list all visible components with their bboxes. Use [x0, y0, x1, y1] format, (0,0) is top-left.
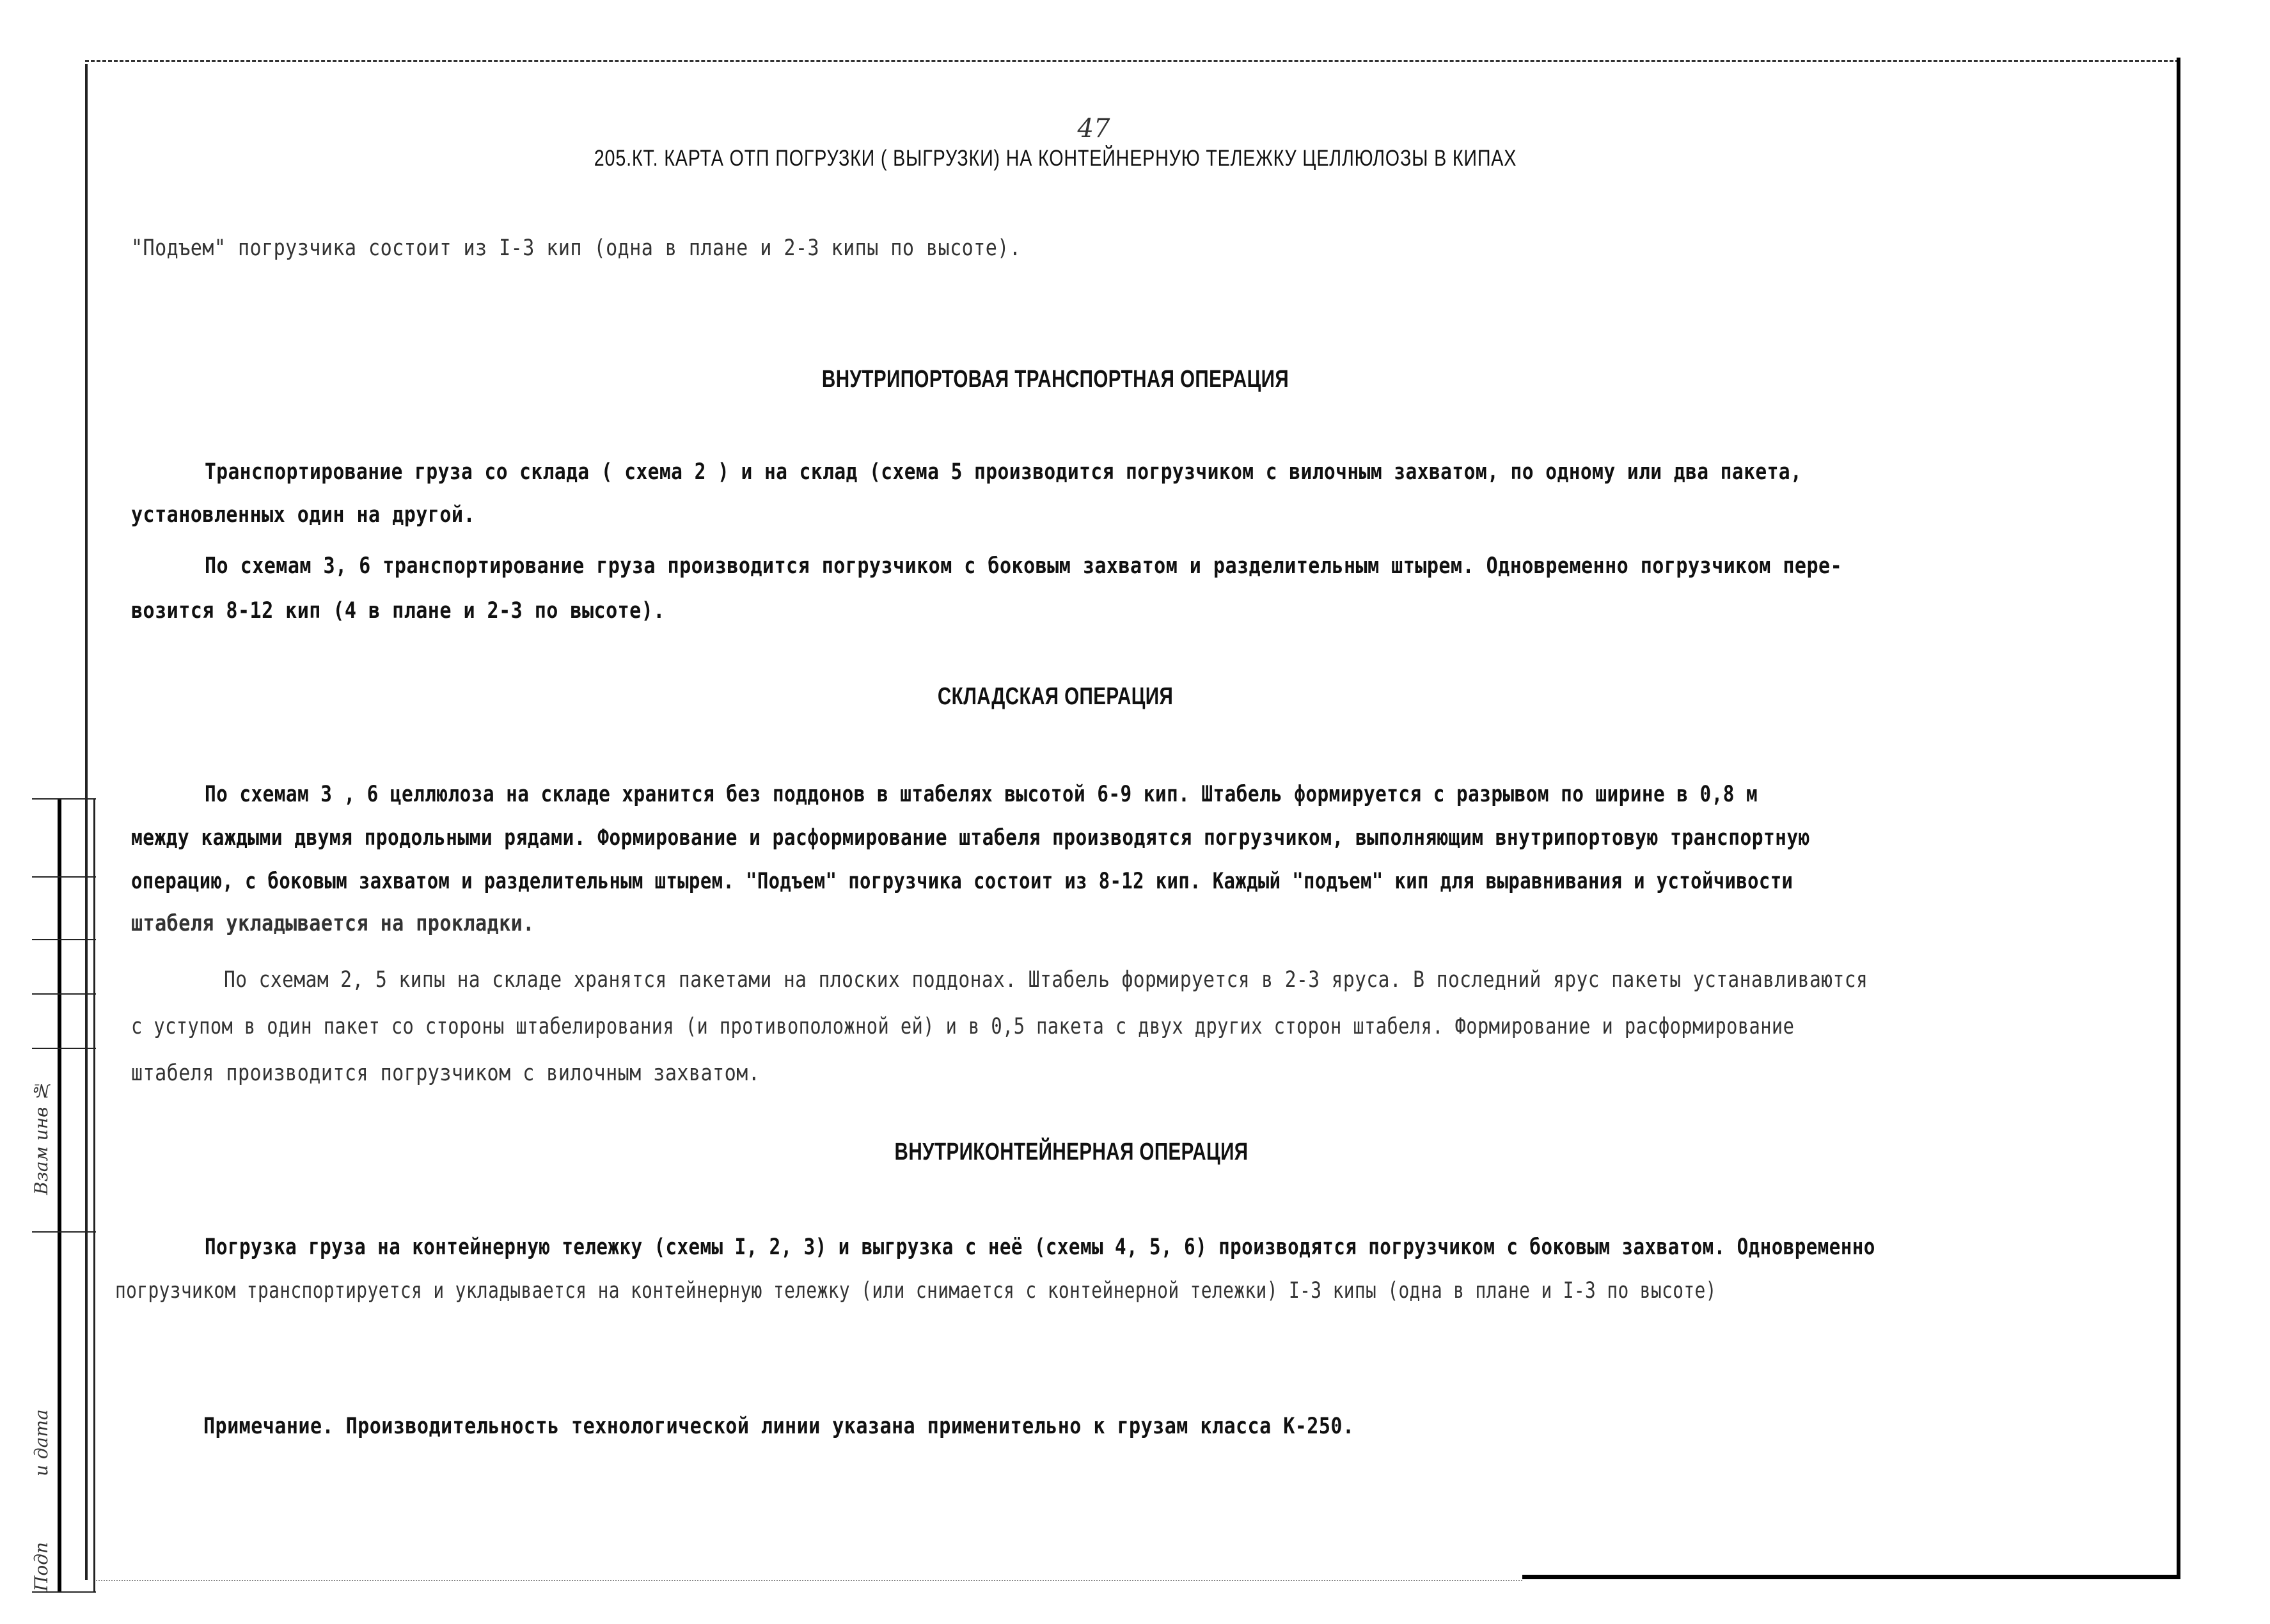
intro-line: "Подъем" погрузчика состоит из I-3 кип (одна в плане и 2-3 кипы по высоте).	[131, 235, 1021, 261]
stamp-divider	[58, 798, 61, 1591]
page-frame-right	[2177, 58, 2180, 1577]
footnote: Примечание. Производительность технологической линии указана применительно к грузам класса К-250.	[203, 1414, 1355, 1439]
margin-stamp	[26, 798, 96, 1591]
stamp-row-line	[32, 1591, 96, 1593]
paragraph-line: операцию, с боковым захватом и разделительным штырем. "Подъем" погрузчика состоит из 8-12 кип. Каждый "подъем" кип для выравнивания и устойчивости	[131, 869, 1793, 894]
paragraph-line: Погрузка груза на контейнерную тележку (схемы I, 2, 3) и выгрузка с неё (схемы 4, 5, 6) производятся погрузчиком с боковым захватом. Одновременно	[205, 1234, 1875, 1260]
paragraph-line: между каждыми двумя продольными рядами. Формирование и расформирование штабеля производятся погрузчиком, выполняющим внутрипортовую транспортную	[131, 825, 1810, 851]
document-title: 205.КТ. КАРТА ОТП ПОГРУЗКИ ( ВЫГРУЗКИ) НА КОНТЕЙНЕРНУЮ ТЕЛЕЖКУ ЦЕЛЛЮЛОЗЫ В КИПАХ	[594, 146, 1517, 171]
paragraph-line: Транспортирование груза со склада ( схема 2 ) и на склад (схема 5 производится погрузчиком с вилочным захватом, по одному или два пакета,	[205, 459, 1802, 485]
stamp-handwriting: Подп	[31, 1541, 52, 1591]
page-frame-bottom	[1522, 1575, 2180, 1579]
stamp-row-line	[32, 798, 96, 800]
stamp-divider	[93, 798, 95, 1591]
paragraph-line: установленных один на другой.	[131, 502, 476, 528]
page-number: 47	[1077, 114, 1110, 143]
page-frame-top	[85, 60, 2179, 62]
paragraph-line: с уступом в один пакет со стороны штабелирования (и противоположной ей) и в 0,5 пакета с двух других сторон штабеля. Формирование и расформирование	[131, 1014, 1795, 1039]
stamp-handwriting: и дата	[31, 1409, 52, 1476]
page-frame-bottom-faint	[96, 1580, 1522, 1581]
paragraph-line: погрузчиком транспортируется и укладывается на контейнерную тележку (или снимается с контейнерной тележки) I-3 кипы (одна в плане и I-3 по высоте)	[115, 1278, 1717, 1304]
paragraph-line: По схемам 3 , 6 целлюлоза на складе хранится без поддонов в штабелях высотой 6-9 кип. Штабель формируется с разрывом по ширине в 0,8 м	[205, 782, 1758, 807]
paragraph-line: По схемам 3, 6 транспортирование груза производится погрузчиком с боковым захватом и разделительным штырем. Одновременно погрузчиком пере-	[205, 553, 1843, 579]
stamp-row-line	[32, 939, 96, 940]
stamp-row-line	[32, 876, 96, 878]
paragraph-line: По схемам 2, 5 кипы на складе хранятся пакетами на плоских поддонах. Штабель формируется в 2-3 яруса. В последний ярус пакеты устанавливаются	[224, 967, 1868, 993]
stamp-handwriting: Взам инв №	[31, 1080, 52, 1195]
section-heading-transport: ВНУТРИПОРТОВАЯ ТРАНСПОРТНАЯ ОПЕРАЦИЯ	[821, 366, 1289, 393]
stamp-row-line	[32, 1231, 96, 1233]
paragraph-line: штабеля производится погрузчиком с вилочным захватом.	[131, 1060, 761, 1086]
paragraph-line: штабеля укладывается на прокладки.	[131, 911, 535, 936]
section-heading-warehouse: СКЛАДСКАЯ ОПЕРАЦИЯ	[937, 683, 1174, 710]
paragraph-line: возится 8-12 кип (4 в плане и 2-3 по высоте).	[131, 598, 665, 624]
section-heading-container: ВНУТРИКОНТЕЙНЕРНАЯ ОПЕРАЦИЯ	[894, 1139, 1249, 1165]
stamp-row-line	[32, 993, 96, 995]
